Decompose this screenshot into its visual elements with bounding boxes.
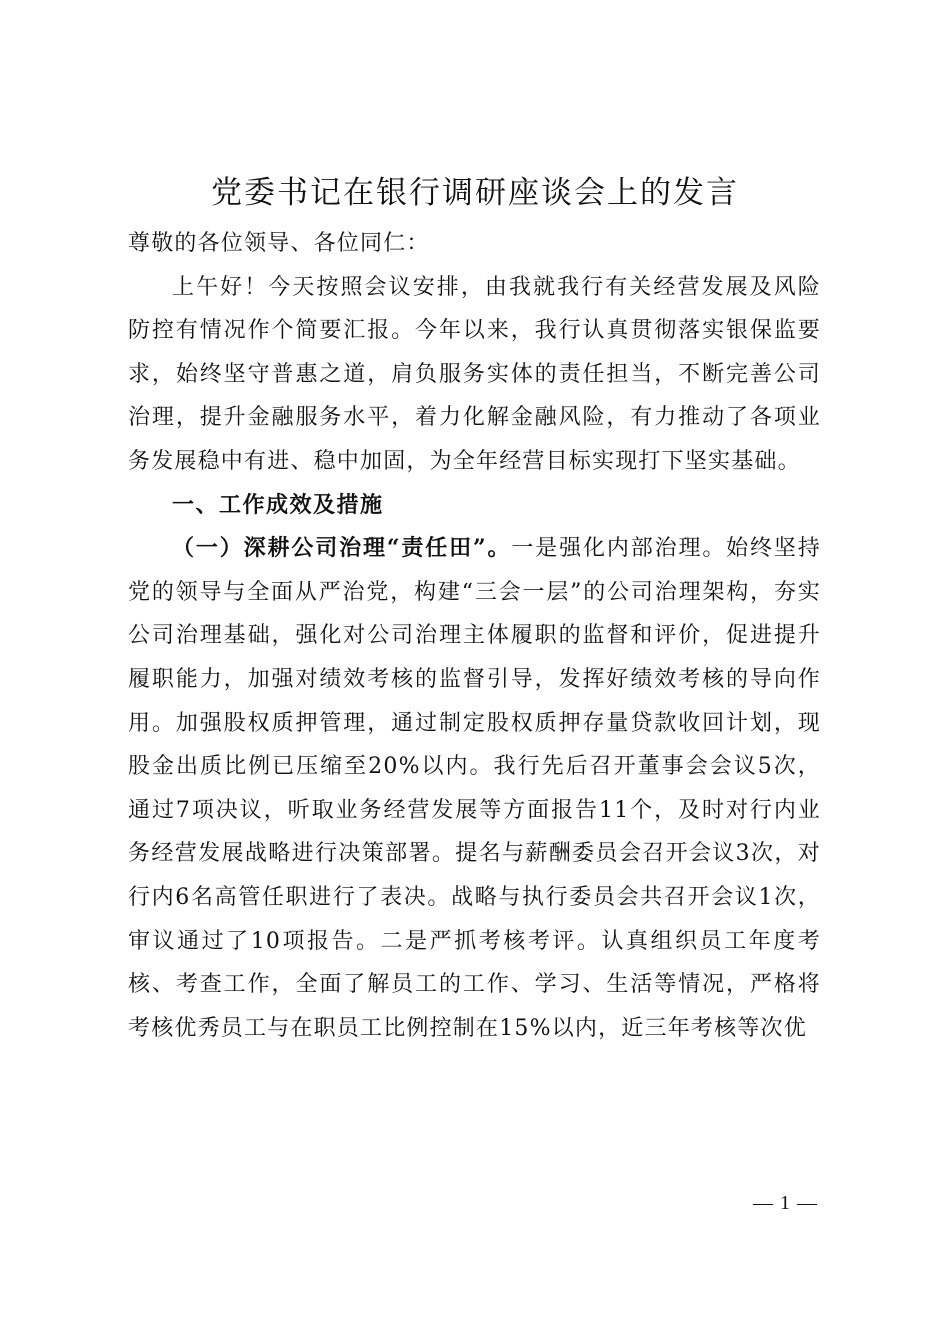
salutation: 尊敬的各位领导、各位同仁：	[128, 231, 430, 256]
subsection-heading: （一）深耕公司治理“责任田”。	[172, 535, 512, 562]
intro-paragraph: 上午好！今天按照会议安排，由我就我行有关经营发展及风险防控有情况作个简要汇报。今年以来，我行认真贯彻落实银保监要求，始终坚守普惠之道，肩负服务实体的责任担当，不断完善公司治理，提升金融服务水平，着力化解金融风险，有力推动了各项业务发展稳中有进、稳中加固，为全年经营目标实现打下坚实基础。	[128, 274, 821, 474]
section-heading: 一、工作成效及措施	[172, 492, 384, 518]
document-body	[128, 222, 821, 1050]
document-title: 党委书记在银行调研座谈会上的发言	[211, 175, 739, 211]
subsection-text: 一是强化内部治理。始终坚持党的领导与全面从严治党，构建“三会一层”的公司治理架构，夯实公司治理基础，强化对公司治理主体履职的监督和评价，促进提升履职能力，加强对绩效考核的监督引导，发挥好绩效考核的导向作用。加强股权质押管理，通过制定股权质押存量贷款收回计划，现股金出质比例已压缩至20%以内。我行先后召开董事会会议5次，通过7项决议，听取业务经营发展等方面报告11个，及时对行内业务经营发展战略进行决策部署。提名与薪酬委员会召开会议3次，对行内6名高管任职进行了表决。战略与执行委员会共召开会议1次，审议通过了10项报告。二是严抓考核考评。认真组织员工年度考核、考查工作，全面了解员工的工作、学习、生活等情况，严格将考核优秀员工与在职员工比例控制在15%以内，近三年考核等次优	[128, 536, 821, 1041]
subsection-paragraph	[128, 527, 821, 1050]
page-number: — 1 —	[753, 1192, 818, 1214]
